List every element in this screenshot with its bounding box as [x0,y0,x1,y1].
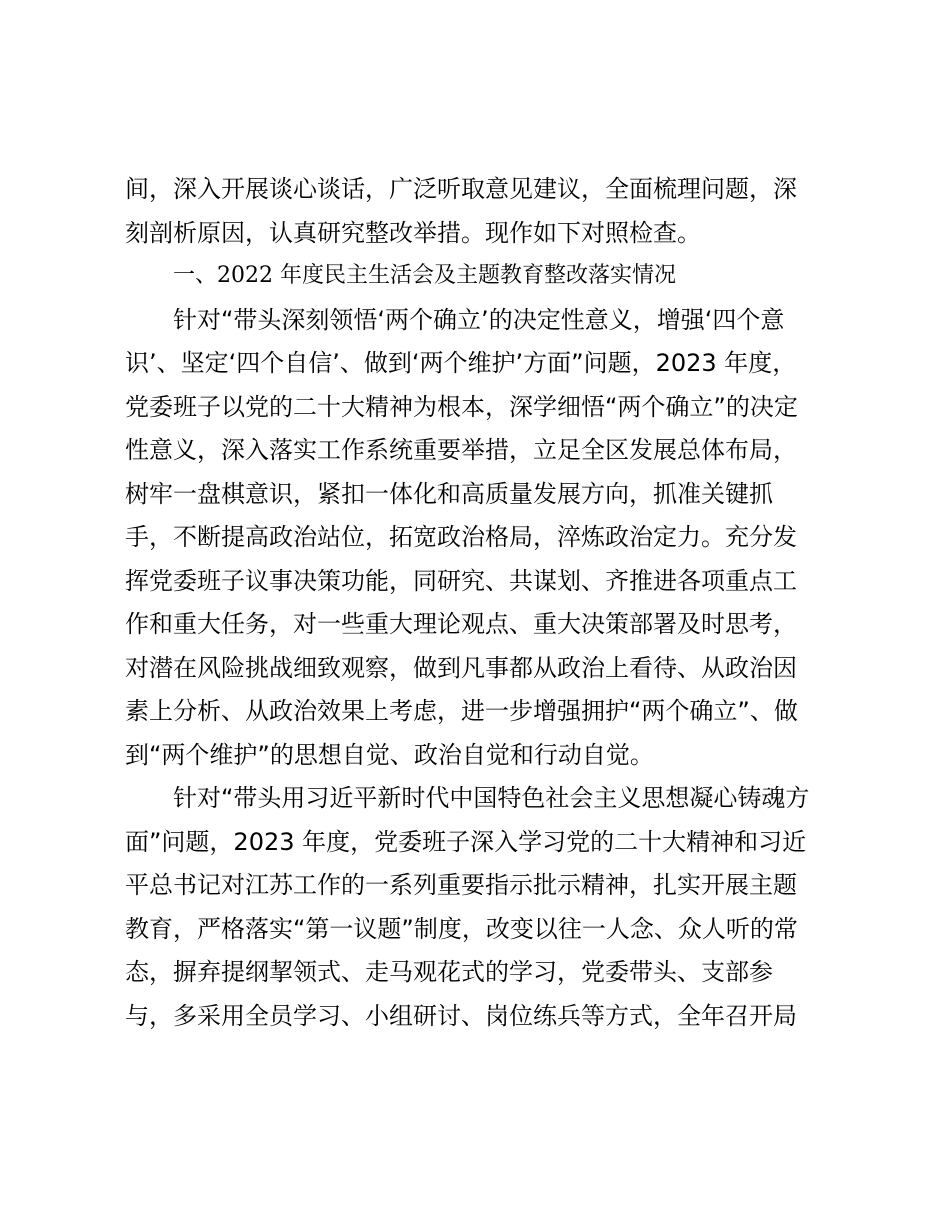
text-line: 对潜在风险挑战细致观察，做到凡事都从政治上看待、从政治因 [125,654,797,682]
text-line: 性意义，深入落实工作系统重要举措，立足全区发展总体布局， [125,436,797,464]
text-line: 到“两个维护”的思想自觉、政治自觉和行动自觉。 [125,741,654,769]
text-line: 挥党委班子议事决策功能，同研究、共谋划、齐推进各项重点工 [125,567,797,595]
text-line: 识’、坚定‘四个自信’、做到‘两个维护’方面”问题，2023 年度， [125,349,797,377]
text-line: 素上分析、从政治效果上考虑，进一步增强拥护“两个确立”、做 [125,697,798,725]
text-line: 与，多采用全员学习、小组研讨、岗位练兵等方式，全年召开局 [125,1002,797,1030]
text-line: 党委班子以党的二十大精神为根本，深学细悟“两个确立”的决定 [125,393,798,421]
text-line: 间，深入开展谈心谈话，广泛听取意见建议，全面梳理问题，深 [125,175,797,203]
text-line: 平总书记对江苏工作的一系列重要指示批示精神，扎实开展主题 [125,871,797,899]
text-line: 作和重大任务，对一些重大理论观点、重大决策部署及时思考， [125,610,797,638]
text-line: 树牢一盘棋意识，紧扣一体化和高质量发展方向，抓准关键抓 [125,480,773,508]
text-line: 刻剖析原因，认真研究整改举措。现作如下对照检查。 [125,219,701,247]
paragraph-start-line: 针对“带头用习近平新时代中国特色社会主义思想凝心铸魂方 [173,784,810,812]
section-heading: 一、2022 年度民主生活会及主题教育整改落实情况 [173,263,676,288]
text-line: 手，不断提高政治站位，拓宽政治格局，淬炼政治定力。充分发 [125,523,797,551]
text-line: 面”问题，2023 年度，党委班子深入学习党的二十大精神和习近 [125,828,807,856]
paragraph-start-line: 针对“带头深刻领悟‘两个确立’的决定性意义，增强‘四个意 [173,306,785,334]
text-line: 教育，严格落实“第一议题”制度，改变以往一人念、众人听的常 [125,915,798,943]
text-line: 态，摒弃提纲挈领式、走马观花式的学习，党委带头、支部参 [125,958,773,986]
